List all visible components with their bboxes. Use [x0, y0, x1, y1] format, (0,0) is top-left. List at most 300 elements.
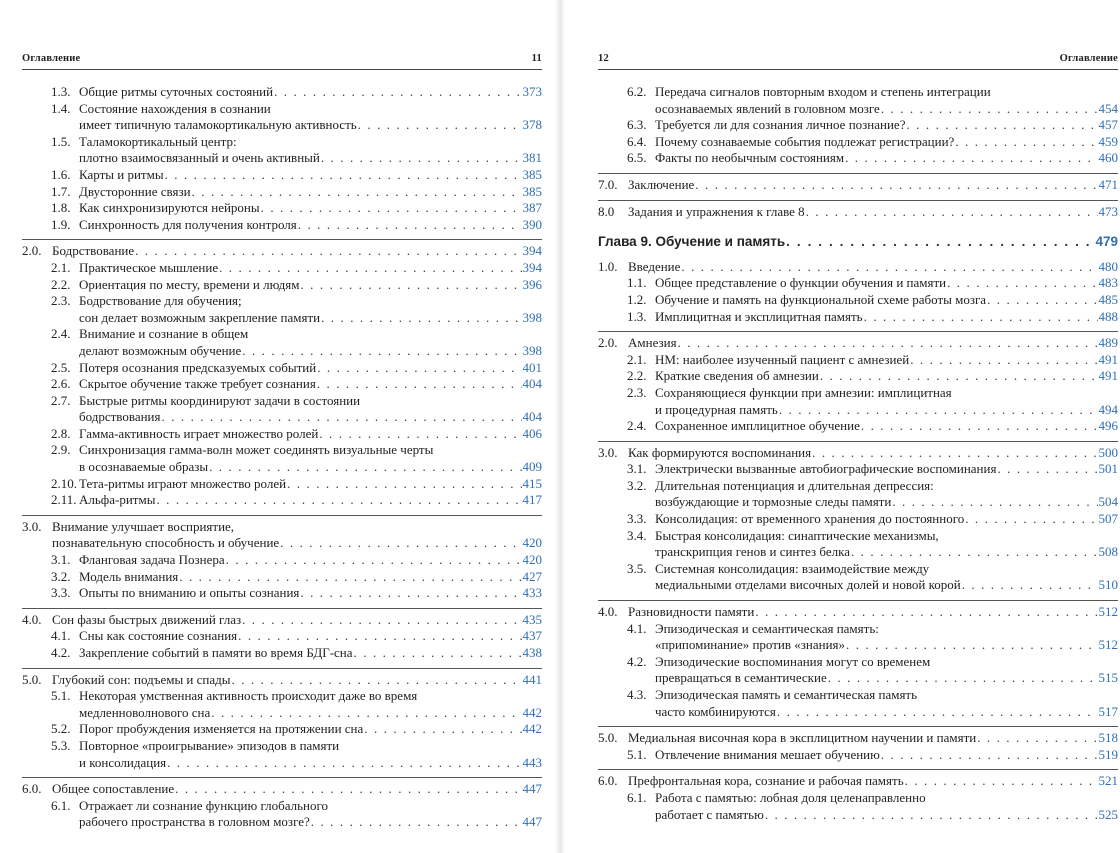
page-ref: 443 — [522, 754, 542, 770]
page-ref: 427 — [522, 568, 542, 584]
dot-leader — [820, 368, 1098, 385]
dot-leader — [209, 459, 521, 476]
toc-subsection[interactable] — [22, 721, 542, 738]
dot-leader — [755, 604, 1097, 621]
toc-line — [627, 385, 1118, 402]
toc-subsection[interactable] — [22, 393, 542, 426]
section-number: 4.1. — [51, 628, 71, 644]
page-ref: 373 — [522, 84, 542, 99]
section-number: 2.4. — [627, 418, 647, 434]
toc-line — [51, 755, 542, 772]
section-title: Внимание улучшает восприятие, — [52, 518, 235, 534]
toc-line — [51, 585, 542, 602]
page-ref: 488 — [1098, 308, 1118, 324]
section-number: 4.0. — [22, 611, 42, 627]
page-ref: 480 — [1098, 258, 1118, 274]
toc-subsection[interactable] — [22, 167, 542, 184]
page-ref: 485 — [1098, 291, 1118, 307]
section-number: 2.8. — [51, 425, 71, 441]
dot-leader — [364, 721, 521, 738]
section-title: Сны как состояние сознания — [79, 628, 238, 644]
section-number: 2.4. — [51, 326, 71, 342]
toc-subsection[interactable] — [22, 628, 542, 645]
toc-subsection[interactable] — [22, 260, 542, 277]
toc-line — [598, 445, 1118, 462]
dot-leader — [298, 217, 522, 234]
section-title: Быстрые ритмы координируют задачи в состоянии — [79, 392, 361, 408]
page-ref: 396 — [522, 276, 542, 292]
toc-line — [627, 84, 1118, 101]
page-ref: 460 — [1098, 150, 1118, 166]
dot-leader — [179, 569, 521, 586]
dot-leader — [812, 445, 1097, 462]
section-number: 2.0. — [598, 335, 618, 351]
page-ref: 401 — [522, 359, 542, 375]
toc-section[interactable] — [22, 668, 542, 689]
section-number: 2.2. — [51, 276, 71, 292]
section-title: Бодрствование — [52, 243, 135, 259]
section-title: имеет типичную таламокортикальную активность — [79, 117, 357, 133]
toc-line — [51, 326, 542, 343]
toc-line — [51, 442, 542, 459]
toc-line — [627, 309, 1118, 326]
toc-line — [51, 134, 542, 151]
right-page — [598, 0, 1118, 853]
dot-leader — [242, 343, 521, 360]
toc-line — [627, 101, 1118, 118]
page-ref: 438 — [522, 645, 542, 660]
page-ref: 512 — [1098, 637, 1118, 653]
toc-subsection[interactable] — [598, 528, 1118, 561]
toc-line — [627, 494, 1118, 511]
section-number: 2.5. — [51, 359, 71, 375]
dot-leader — [321, 150, 522, 167]
page-ref: 515 — [1098, 670, 1118, 686]
toc-line — [598, 204, 1118, 221]
toc-subsection[interactable] — [22, 101, 542, 134]
dot-leader — [192, 184, 522, 201]
section-title: Обучение и память на функциональной схеме работы мозга — [655, 291, 987, 307]
toc-section[interactable] — [598, 173, 1118, 194]
section-title: медиальными отделами височных долей и новой корой — [655, 577, 961, 593]
toc-line — [51, 360, 542, 377]
section-number: 1.9. — [51, 216, 71, 232]
toc-line — [51, 645, 542, 662]
dot-leader — [135, 243, 521, 260]
section-number: 5.3. — [51, 737, 71, 753]
section-title: Некоторая умственная активность происходит даже во время — [79, 688, 418, 704]
section-title: Общее сопоставление — [52, 781, 175, 797]
section-number: 2.6. — [51, 376, 71, 392]
section-title: сон делает возможным закрепление памяти — [79, 309, 321, 325]
toc-line — [51, 721, 542, 738]
running-header — [22, 53, 542, 70]
page-ref: 459 — [1098, 133, 1118, 149]
page-ref: 518 — [1098, 730, 1118, 746]
section-title: Глубокий сон: подъемы и спады — [52, 671, 231, 687]
toc-section[interactable] — [598, 259, 1118, 276]
section-number: 1.4. — [51, 100, 71, 116]
dot-leader — [947, 275, 1097, 292]
page-ref: 394 — [522, 259, 542, 275]
page-ref: 447 — [522, 814, 542, 830]
dot-leader — [806, 204, 1098, 221]
section-number: 5.2. — [51, 721, 71, 737]
toc-subsection[interactable] — [598, 418, 1118, 435]
page-ref: 489 — [1098, 335, 1118, 351]
toc-subsection[interactable] — [598, 275, 1118, 292]
toc-subsection[interactable] — [22, 798, 542, 831]
toc-subsection[interactable] — [598, 747, 1118, 764]
toc-subsection[interactable] — [598, 150, 1118, 167]
section-number: 2.10. — [51, 475, 77, 491]
toc-section[interactable] — [598, 600, 1118, 621]
page-number: 11 — [531, 53, 542, 64]
page-ref: 420 — [522, 535, 542, 551]
section-number: 3.2. — [51, 568, 71, 584]
section-title: «припоминание» против «знания» — [655, 637, 846, 653]
page-ref: 471 — [1098, 176, 1118, 192]
toc-line — [51, 492, 542, 509]
section-number: 2.1. — [627, 351, 647, 367]
section-title: Сохраняющиеся функции при амнезии: имплицитная — [655, 384, 952, 400]
dot-leader — [987, 292, 1097, 309]
section-title: превращаться в семантические — [655, 670, 827, 686]
section-number: 4.0. — [598, 604, 618, 620]
page-ref: 387 — [522, 200, 542, 216]
dot-leader — [287, 476, 521, 493]
toc-line — [51, 688, 542, 705]
toc-section[interactable] — [598, 441, 1118, 462]
toc-line — [627, 461, 1118, 478]
section-title: Опыты по вниманию и опыты сознания — [79, 585, 300, 601]
toc-subsection[interactable] — [598, 134, 1118, 151]
toc-subsection[interactable] — [598, 352, 1118, 369]
page-ref: 406 — [522, 425, 542, 441]
toc-subsection[interactable] — [22, 476, 542, 493]
toc-line — [51, 376, 542, 393]
toc-section[interactable] — [22, 515, 542, 552]
toc-subsection[interactable] — [22, 426, 542, 443]
section-title: бодрствования — [79, 409, 161, 425]
toc-line — [598, 177, 1118, 194]
toc-line — [51, 476, 542, 493]
toc-line — [627, 292, 1118, 309]
toc-line — [627, 621, 1118, 638]
section-title: Потеря осознания предсказуемых событий — [79, 359, 317, 375]
section-number: 7.0. — [598, 176, 618, 192]
page-ref: 512 — [1098, 604, 1118, 620]
page-ref: 494 — [1098, 401, 1118, 417]
toc-section[interactable] — [22, 239, 542, 260]
section-number: 4.1. — [627, 620, 647, 636]
dot-leader — [765, 807, 1098, 824]
section-number: 1.2. — [627, 291, 647, 307]
toc-line — [627, 807, 1118, 824]
section-number: 3.1. — [51, 552, 71, 568]
dot-leader — [280, 535, 521, 552]
page-ref: 441 — [522, 671, 542, 687]
toc-subsection[interactable] — [22, 492, 542, 509]
section-number: 6.4. — [627, 133, 647, 149]
section-number: 8.0 — [598, 203, 615, 219]
section-title: транскрипция генов и синтез белка — [655, 544, 850, 560]
section-number: 5.0. — [598, 730, 618, 746]
toc-section[interactable] — [598, 769, 1118, 790]
dot-leader — [777, 704, 1098, 721]
toc-subsection[interactable] — [22, 134, 542, 167]
toc-line — [51, 552, 542, 569]
toc-subsection[interactable] — [598, 309, 1118, 326]
section-title: Двусторонние связи — [79, 183, 191, 199]
table-of-contents — [22, 84, 542, 831]
page-ref: 491 — [1098, 351, 1118, 367]
section-title: Повторное «проигрывание» эпизодов в памяти — [79, 737, 340, 753]
page-ref: 491 — [1098, 368, 1118, 384]
section-number: 3.5. — [627, 560, 647, 576]
toc-line — [51, 101, 542, 118]
section-title: Факты по необычным состояниям — [655, 150, 845, 166]
section-number: 2.1. — [51, 259, 71, 275]
toc-line — [22, 243, 542, 260]
toc-subsection[interactable] — [22, 217, 542, 234]
toc-section[interactable] — [22, 777, 542, 798]
section-title: Работа с памятью: лобная доля целенаправленно — [655, 789, 926, 805]
dot-leader — [311, 814, 522, 831]
section-number: 2.2. — [627, 368, 647, 384]
toc-line — [51, 798, 542, 815]
toc-line — [627, 511, 1118, 528]
toc-section[interactable] — [598, 331, 1118, 352]
toc-line — [627, 117, 1118, 134]
section-number: 4.3. — [627, 687, 647, 702]
dot-leader — [354, 645, 522, 662]
dot-leader — [965, 511, 1097, 528]
section-title: Электрически вызванные автобиографические воспоминания — [655, 461, 997, 477]
toc-line — [51, 393, 542, 410]
toc-line — [51, 705, 542, 722]
section-title: Таламокортикальный центр: — [79, 133, 237, 149]
section-number: 1.3. — [51, 84, 71, 99]
toc-line — [627, 654, 1118, 671]
toc-line — [627, 368, 1118, 385]
toc-line — [627, 402, 1118, 419]
toc-subsection[interactable] — [22, 645, 542, 662]
section-number: 3.4. — [627, 527, 647, 543]
section-title: Модель внимания — [79, 568, 179, 584]
page-ref: 415 — [522, 475, 542, 491]
dot-leader — [319, 426, 521, 443]
page-ref: 500 — [1098, 444, 1118, 460]
page-ref: 525 — [1098, 806, 1118, 822]
toc-line — [627, 790, 1118, 807]
section-number: 1.3. — [627, 308, 647, 324]
page-ref: 479 — [1095, 234, 1118, 250]
toc-subsection[interactable] — [598, 561, 1118, 594]
toc-subsection[interactable] — [598, 511, 1118, 528]
dot-leader — [162, 409, 522, 426]
toc-line — [627, 561, 1118, 578]
toc-line — [627, 670, 1118, 687]
toc-line — [51, 117, 542, 134]
toc-chapter[interactable] — [598, 234, 1118, 251]
page-ref: 454 — [1098, 100, 1118, 116]
dot-leader — [881, 101, 1098, 118]
toc-section[interactable] — [598, 200, 1118, 221]
dot-leader — [881, 747, 1098, 764]
toc-line — [627, 747, 1118, 764]
toc-subsection[interactable] — [22, 569, 542, 586]
section-title: Как синхронизируются нейроны — [79, 200, 260, 216]
dot-leader — [851, 544, 1098, 561]
page-ref: 507 — [1098, 511, 1118, 527]
section-title: Глава 9. Обучение и память — [598, 234, 786, 250]
toc-subsection[interactable] — [22, 738, 542, 771]
dot-leader — [167, 755, 521, 772]
dot-leader — [846, 637, 1097, 654]
toc-line — [51, 200, 542, 217]
section-title: возбуждающие и тормозные следы памяти — [655, 494, 892, 510]
dot-leader — [786, 234, 1094, 251]
section-title: Скрытое обучение также требует сознания — [79, 376, 316, 392]
toc-subsection[interactable] — [22, 184, 542, 201]
section-number: 3.3. — [51, 585, 71, 601]
section-title: Передача сигналов повторным входом и степень интеграции — [655, 84, 991, 99]
toc-subsection[interactable] — [598, 654, 1118, 687]
section-number: 4.2. — [627, 653, 647, 669]
toc-subsection[interactable] — [22, 200, 542, 217]
toc-subsection[interactable] — [22, 376, 542, 393]
table-of-contents — [598, 84, 1118, 823]
section-number: 1.5. — [51, 133, 71, 149]
toc-line — [51, 426, 542, 443]
section-title: Сохраненное имплицитное обучение — [655, 418, 860, 434]
toc-subsection[interactable] — [598, 117, 1118, 134]
section-number: 6.2. — [627, 84, 647, 99]
section-number: 3.0. — [598, 444, 618, 460]
toc-subsection[interactable] — [22, 688, 542, 721]
section-title: Заключение — [628, 176, 695, 192]
toc-subsection[interactable] — [598, 461, 1118, 478]
dot-leader — [892, 494, 1097, 511]
section-number: 3.2. — [627, 477, 647, 493]
toc-subsection[interactable] — [22, 277, 542, 294]
toc-subsection[interactable] — [598, 292, 1118, 309]
toc-line — [51, 167, 542, 184]
section-title: и консолидация — [79, 754, 167, 770]
toc-line — [51, 814, 542, 831]
toc-line — [51, 217, 542, 234]
section-title: Бодрствование для обучения; — [79, 293, 242, 309]
page-ref: 381 — [522, 150, 542, 166]
section-number: 6.0. — [598, 773, 618, 789]
book-gutter — [555, 0, 565, 853]
left-page — [22, 0, 542, 853]
toc-subsection[interactable] — [22, 360, 542, 377]
toc-subsection[interactable] — [22, 585, 542, 602]
section-number: 1.8. — [51, 200, 71, 216]
toc-subsection[interactable] — [22, 552, 542, 569]
dot-leader — [681, 259, 1097, 276]
dot-leader — [242, 612, 521, 629]
toc-line — [51, 260, 542, 277]
toc-subsection[interactable] — [598, 790, 1118, 823]
section-title: Префронтальная кора, сознание и рабочая память — [628, 773, 904, 789]
toc-line — [627, 150, 1118, 167]
dot-leader — [300, 277, 521, 294]
toc-subsection[interactable] — [598, 687, 1118, 720]
section-title: Эпизодическая и семантическая память: — [655, 620, 879, 636]
section-number: 2.7. — [51, 392, 71, 408]
dot-leader — [317, 360, 521, 377]
toc-subsection[interactable] — [22, 326, 542, 359]
section-number: 3.0. — [22, 518, 42, 534]
dot-leader — [955, 134, 1097, 151]
section-title: Карты и ритмы — [79, 166, 164, 182]
section-title: Введение — [628, 258, 681, 274]
toc-subsection[interactable] — [598, 368, 1118, 385]
toc-section[interactable] — [22, 608, 542, 629]
toc-line — [51, 343, 542, 360]
toc-line — [598, 335, 1118, 352]
toc-subsection[interactable] — [598, 621, 1118, 654]
toc-subsection[interactable] — [22, 293, 542, 326]
page-ref: 409 — [522, 459, 542, 475]
section-title: Разновидности памяти — [628, 604, 755, 620]
toc-subsection[interactable] — [598, 84, 1118, 117]
dot-leader — [156, 492, 521, 509]
section-number: 1.6. — [51, 166, 71, 182]
dot-leader — [238, 628, 521, 645]
section-title: Амнезия — [628, 335, 677, 351]
page-ref: 442 — [522, 721, 542, 737]
toc-subsection[interactable] — [22, 442, 542, 475]
dot-leader — [232, 672, 522, 689]
page-ref: 496 — [1098, 418, 1118, 434]
section-number: 6.0. — [22, 781, 42, 797]
toc-subsection[interactable] — [22, 84, 542, 101]
toc-line — [22, 672, 542, 689]
toc-subsection[interactable] — [598, 478, 1118, 511]
toc-line — [51, 459, 542, 476]
section-number: 2.3. — [51, 293, 71, 309]
toc-subsection[interactable] — [598, 385, 1118, 418]
page-ref: 501 — [1098, 461, 1118, 477]
toc-line — [22, 535, 542, 552]
section-title: работает с памятью — [655, 806, 764, 822]
dot-leader — [910, 352, 1097, 369]
section-title: Отвлечение внимания мешает обучению — [655, 746, 880, 762]
toc-line — [598, 773, 1118, 790]
toc-line — [627, 528, 1118, 545]
section-number: 3.1. — [627, 461, 647, 477]
section-title: в осознаваемые образы — [79, 459, 209, 475]
dot-leader — [165, 167, 522, 184]
dot-leader — [861, 418, 1098, 435]
section-number: 2.9. — [51, 442, 71, 458]
page-ref: 504 — [1098, 494, 1118, 510]
section-title: плотно взаимосвязанный и очень активный — [79, 150, 320, 166]
page-ref: 483 — [1098, 275, 1118, 291]
section-number: 5.0. — [22, 671, 42, 687]
dot-leader — [678, 335, 1098, 352]
toc-line — [598, 234, 1118, 251]
toc-section[interactable] — [598, 726, 1118, 747]
dot-leader — [779, 402, 1098, 419]
dot-leader — [211, 705, 521, 722]
section-title: Задания и упражнения к главе 8 — [628, 203, 805, 219]
section-title: Закрепление событий в памяти во время БДГ-сна — [79, 645, 353, 660]
